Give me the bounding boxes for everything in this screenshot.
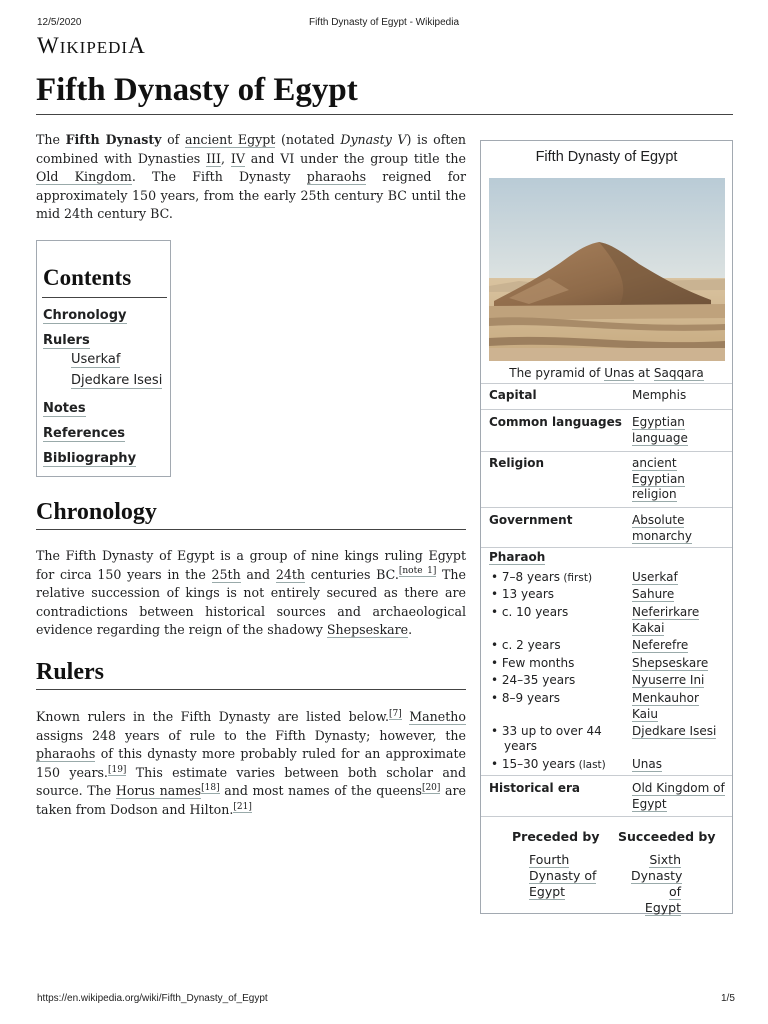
infobox-separator: [481, 775, 732, 776]
pharaoh-neferefre[interactable]: Neferefre: [632, 638, 689, 652]
print-date: 12/5/2020: [37, 17, 82, 28]
preceded-by-label: Preceded by: [512, 829, 600, 844]
table-of-contents: [36, 240, 171, 477]
footnote-note-1[interactable]: [note 1]: [398, 566, 437, 577]
link-dynasty-iv[interactable]: IV: [230, 150, 245, 166]
pharaoh-menkauhor[interactable]: Menkauhor Kaiu: [632, 691, 699, 721]
toc-item-notes[interactable]: Notes: [43, 401, 86, 416]
section-heading-chronology: Chronology: [36, 499, 157, 525]
image-caption: The pyramid of Unas at Saqqara: [509, 366, 704, 380]
infobox-separator: [481, 507, 732, 508]
government-label: Government: [489, 513, 573, 527]
wikipedia-logo[interactable]: WIKIPEDIA: [37, 33, 146, 58]
infobox-title: Fifth Dynasty of Egypt: [535, 149, 678, 165]
intro-paragraph: The Fifth Dynasty of ancient Egypt (notated Dynasty V) is often combined with Dynasties III, IV and VI under the group title the Old Kingdom. The Fifth Dynasty pharaohs reigned for approximately 150 years, from the early 25th century BC until the mid 24th century BC.: [36, 132, 467, 222]
link-unas-caption[interactable]: Unas: [604, 366, 635, 380]
reign-djedkare: • 33 up to over 44 years: [491, 724, 602, 753]
capital-value: Memphis: [632, 388, 687, 402]
toc-item-references[interactable]: References: [43, 426, 126, 441]
religion-value[interactable]: ancient Egyptian religion: [632, 456, 685, 501]
era-label: Historical era: [489, 781, 580, 795]
reign-nyuserre: • 24–35 years: [491, 673, 576, 687]
link-saqqara[interactable]: Saqqara: [653, 366, 704, 380]
pyramid-image[interactable]: [489, 178, 725, 361]
rulers-divider: [36, 689, 466, 690]
link-25th-century[interactable]: 25th: [211, 566, 241, 582]
footnote-18[interactable]: [18]: [201, 783, 220, 794]
infobox-separator: [481, 383, 732, 384]
preceded-by-link[interactable]: Fourth Dynasty of Egypt: [529, 852, 597, 899]
pharaoh-userkaf[interactable]: Userkaf: [632, 570, 678, 584]
link-horus-names[interactable]: Horus names: [115, 783, 202, 799]
rulers-paragraph: Known rulers in the Fifth Dynasty are listed below.[7] Manetho assigns 248 years of rule to the Fifth Dynasty; however, the pharaohs of this dynasty more probably ruled for an approximate 150 years.[19] This estimate varies between both scholar and source. The Horus names[18] and most names of the queens[20] are taken from Dodson and Hilton.[21]: [36, 708, 467, 817]
reign-shepseskare: • Few months: [491, 656, 575, 670]
link-manetho[interactable]: Manetho: [409, 709, 466, 724]
toc-item-chronology[interactable]: Chronology: [43, 308, 127, 323]
reign-menkauhor: • 8–9 years: [491, 691, 560, 705]
languages-label: Common languages: [489, 415, 622, 429]
government-value[interactable]: Absolute monarchy: [632, 513, 692, 543]
link-pharaohs[interactable]: pharaohs: [306, 169, 367, 185]
pharaoh-djedkare-isesi[interactable]: Djedkare Isesi: [632, 724, 717, 738]
pharaoh-label[interactable]: Pharaoh: [489, 550, 546, 564]
toc-item-djedkare-isesi[interactable]: Djedkare Isesi: [71, 373, 163, 388]
infobox-separator: [481, 547, 732, 548]
era-value[interactable]: Old Kingdom of Egypt: [632, 781, 725, 811]
infobox-separator: [481, 816, 732, 817]
link-dynasty-iii[interactable]: III: [206, 150, 222, 166]
pharaoh-neferirkare[interactable]: Neferirkare Kakai: [632, 605, 700, 635]
toc-item-rulers[interactable]: Rulers: [43, 333, 90, 348]
religion-label: Religion: [489, 456, 545, 470]
print-page-number: 1/5: [721, 993, 735, 1004]
succeeded-by-link[interactable]: Sixth Dynasty of Egypt: [631, 852, 683, 915]
toc-title: Contents: [43, 265, 132, 290]
toc-divider: [42, 297, 167, 298]
succeeded-by-label: Succeeded by: [618, 829, 716, 844]
toc-item-userkaf[interactable]: Userkaf: [71, 352, 121, 367]
print-url: https://en.wikipedia.org/wiki/Fifth_Dynasty_of_Egypt: [37, 993, 268, 1004]
link-shepseskare[interactable]: Shepseskare: [326, 622, 409, 638]
reign-sahure: • 13 years: [491, 587, 554, 601]
infobox-separator: [481, 451, 732, 452]
reign-neferefre: • c. 2 years: [491, 638, 561, 652]
link-24th-century[interactable]: 24th: [275, 566, 306, 582]
pharaoh-sahure[interactable]: Sahure: [632, 587, 675, 601]
pharaoh-shepseskare[interactable]: Shepseskare: [632, 656, 709, 670]
chronology-divider: [36, 529, 466, 530]
page-title: Fifth Dynasty of Egypt: [36, 72, 358, 108]
reign-unas: • 15–30 years (last): [491, 757, 606, 771]
reign-userkaf: • 7–8 years (first): [491, 570, 593, 584]
pharaoh-unas[interactable]: Unas: [632, 757, 662, 771]
link-ancient-egypt[interactable]: ancient Egypt: [184, 132, 276, 147]
link-old-kingdom[interactable]: Old Kingdom: [36, 169, 132, 185]
title-divider: [36, 114, 733, 115]
pharaoh-nyuserre-ini[interactable]: Nyuserre Ini: [632, 673, 705, 687]
languages-value[interactable]: Egyptian language: [632, 415, 688, 445]
toc-item-bibliography[interactable]: Bibliography: [43, 451, 137, 466]
infobox-separator: [481, 409, 732, 410]
capital-label: Capital: [489, 388, 537, 402]
print-page-title: Fifth Dynasty of Egypt - Wikipedia: [308, 17, 460, 28]
footnote-20[interactable]: [20]: [421, 783, 441, 794]
link-pharaohs-2[interactable]: pharaohs: [36, 746, 96, 762]
infobox: [480, 140, 733, 914]
reign-neferirkare: • c. 10 years: [491, 605, 569, 619]
footnote-19[interactable]: [19]: [107, 764, 127, 775]
footnote-21[interactable]: [21]: [233, 801, 252, 812]
chronology-paragraph: The Fifth Dynasty of Egypt is a group of nine kings ruling Egypt for circa 150 years in the 25th and 24th centuries BC.[note 1] The relative succession of kings is not entirely secured as there are contradictions between historical sources and archaeological evidence regarding the reign of the shadowy Shepseskare.: [36, 548, 466, 638]
footnote-7[interactable]: [7]: [389, 708, 402, 719]
section-heading-rulers: Rulers: [36, 659, 104, 685]
